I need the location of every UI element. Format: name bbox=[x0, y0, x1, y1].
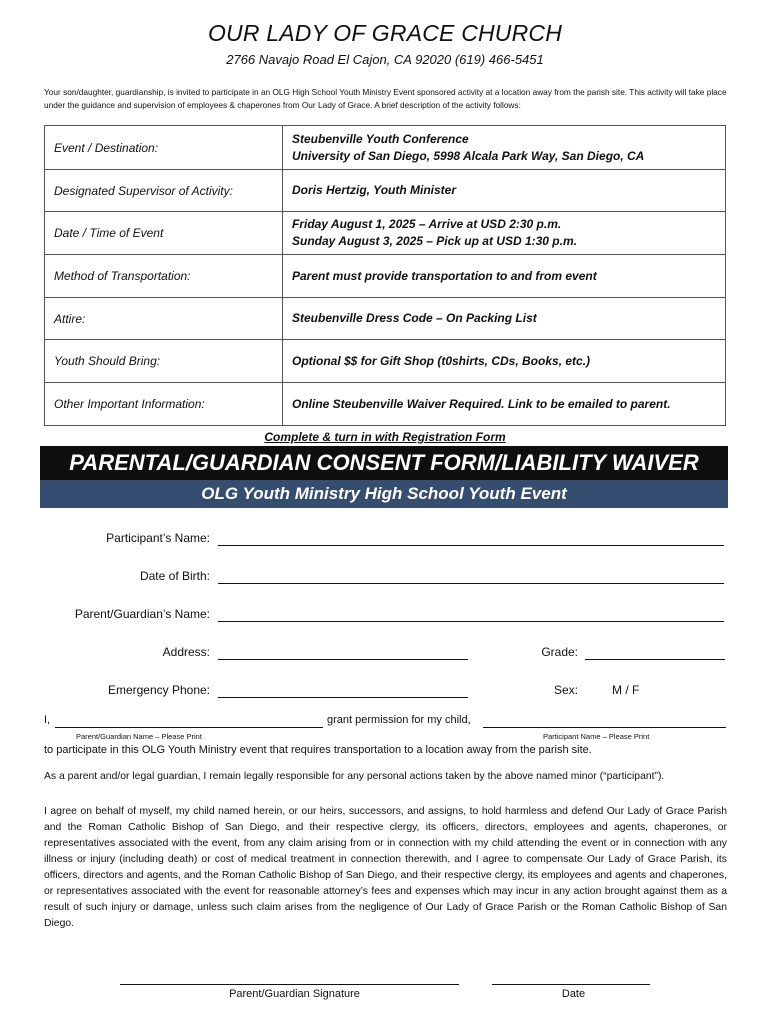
participant-name-field[interactable] bbox=[218, 545, 724, 546]
hold-harmless-paragraph: I agree on behalf of myself, my child named herein, or our heirs, successors, and assigns, to hold harmless and defend Our Lady of Grace Parish and the Roman Catholic Bishop of San Diego, and their respective clergy, its officers, directors, employees and agents, chaperones, or representatives associated with the event, from any claim arising from or in connection with my child attending the event or in connection with any illness or injury (including death) or cost of medical treatment in connection therewith, and I agree to compensate Our Lady of Grace Parish, its officers, directors and agents, and the Roman Catholic Bishop of San Diego, and their respective clergy, its employees and agents and chaperones, or representatives associated with the event for reasonable attorney’s fees and expenses which may incur in any action brought against them as a result of such injury or damage, unless such claim arises from the negligence of Our Lady of Grace Parish or the Roman Catholic Bishop of San Diego. bbox=[44, 806, 727, 929]
detail-row-attire bbox=[45, 298, 726, 340]
signature-label: Parent/Guardian Signature bbox=[229, 988, 360, 1000]
detail-value bbox=[283, 383, 726, 426]
sex-options[interactable]: M / F bbox=[612, 683, 640, 697]
detail-value-line: Friday August 1, 2025 – Arrive at USD 2:30 p.m. bbox=[292, 217, 562, 231]
date-of-birth-field[interactable] bbox=[218, 583, 724, 584]
sex-label: Sex: bbox=[553, 683, 578, 697]
detail-value-line: University of San Diego, 5998 Alcala Park Way, San Diego, CA bbox=[292, 148, 645, 163]
date-of-birth-label: Date of Birth: bbox=[139, 569, 210, 583]
detail-label: Youth Should Bring: bbox=[45, 340, 283, 383]
detail-value-line: Parent must provide transportation to and from event bbox=[292, 268, 597, 283]
detail-label: Other Important Information: bbox=[45, 383, 283, 426]
detail-row-event bbox=[45, 126, 726, 170]
consent-form-subtitle: OLG Youth Ministry High School Youth Event bbox=[40, 480, 728, 508]
permission-continuation: to participate in this OLG Youth Ministry event that requires transportation to a location away from the parish site. bbox=[44, 744, 592, 756]
church-name: OUR LADY OF GRACE CHURCH bbox=[207, 20, 563, 46]
permission-middle: grant permission for my child, bbox=[327, 714, 471, 726]
emergency-phone-field[interactable] bbox=[218, 697, 468, 698]
detail-label: Designated Supervisor of Activity: bbox=[45, 170, 283, 212]
detail-row-transportation bbox=[45, 255, 726, 298]
parent-name-label: Parent/Guardian’s Name: bbox=[74, 607, 210, 621]
detail-label: Attire: bbox=[45, 298, 283, 340]
consent-form-title: PARENTAL/GUARDIAN CONSENT FORM/LIABILITY WAIVER bbox=[40, 446, 728, 480]
detail-value-line: Steubenville Dress Code – On Packing List bbox=[292, 311, 537, 325]
grade-field[interactable] bbox=[585, 659, 725, 660]
detail-value bbox=[283, 340, 726, 383]
emergency-phone-label: Emergency Phone: bbox=[107, 683, 210, 697]
parent-name-field[interactable] bbox=[218, 621, 724, 622]
church-address: 2766 Navajo Road El Cajon, CA 92020 (619) 466-5451 bbox=[226, 52, 544, 67]
detail-row-other-info bbox=[45, 383, 726, 426]
detail-value-line: Online Steubenville Waiver Required. Link to be emailed to parent. bbox=[292, 396, 671, 411]
detail-value bbox=[283, 126, 726, 170]
detail-row-bring bbox=[45, 340, 726, 383]
detail-value-line: Doris Hertzig, Youth Minister bbox=[292, 183, 457, 197]
participant-name-caption: Participant Name – Please Print bbox=[543, 732, 650, 741]
date-field[interactable] bbox=[492, 984, 650, 985]
participant-print-name-field[interactable] bbox=[483, 727, 726, 728]
activity-details-table bbox=[44, 125, 726, 426]
participant-name-label: Participant’s Name: bbox=[106, 531, 210, 545]
intro-paragraph: Your son/daughter, guardianship, is invited to participate in an OLG High School Youth Ministry Event sponsored activity at a location away from the parish site. This activity will take place under the guidance and supervision of employees & chaperones from Our Lady of Grace. A brief description of the activity follows: bbox=[44, 87, 727, 110]
detail-value-line: Sunday August 3, 2025 – Pick up at USD 1:30 p.m. bbox=[292, 234, 577, 248]
parent-print-name-field[interactable] bbox=[55, 727, 323, 728]
detail-value-line: Optional $$ for Gift Shop (t0shirts, CDs, Books, etc.) bbox=[292, 353, 591, 368]
grade-label: Grade: bbox=[541, 645, 578, 659]
detail-value bbox=[283, 255, 726, 298]
detail-label: Method of Transportation: bbox=[45, 255, 283, 298]
address-field[interactable] bbox=[218, 659, 468, 660]
date-label: Date bbox=[561, 988, 586, 1000]
detail-row-supervisor bbox=[45, 170, 726, 212]
complete-note: Complete & turn in with Registration Form bbox=[264, 430, 506, 444]
detail-value-line: Steubenville Youth Conference bbox=[292, 131, 469, 146]
detail-value bbox=[283, 298, 726, 340]
permission-prefix: I, bbox=[44, 714, 51, 726]
address-label: Address: bbox=[162, 645, 210, 659]
detail-label: Date / Time of Event bbox=[45, 212, 283, 255]
responsibility-paragraph: As a parent and/or legal guardian, I remain legally responsible for any personal actions taken by the above named minor (“participant”). bbox=[44, 771, 665, 782]
detail-value bbox=[283, 212, 726, 255]
parent-name-caption: Parent/Guardian Name – Please Print bbox=[76, 732, 202, 741]
detail-row-date-time bbox=[45, 212, 726, 255]
detail-label: Event / Destination: bbox=[45, 126, 283, 170]
detail-value bbox=[283, 170, 726, 212]
signature-field[interactable] bbox=[120, 984, 459, 985]
